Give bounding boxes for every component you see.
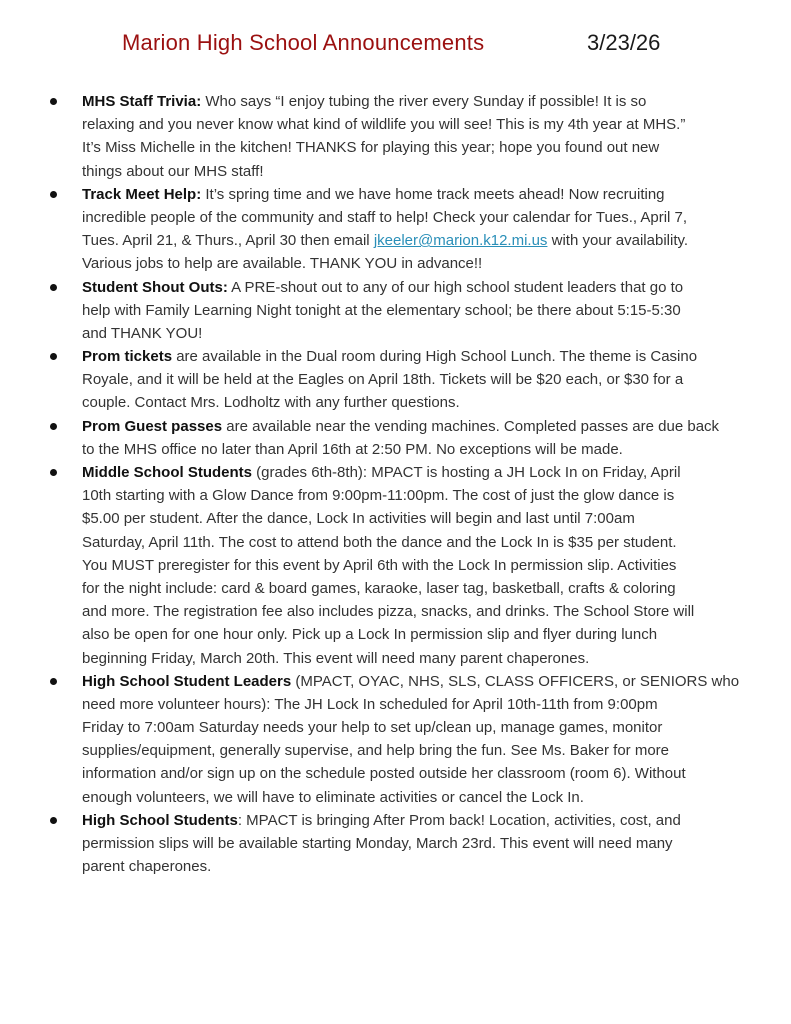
announcement-date: 3/23/26	[587, 30, 661, 55]
announcement-item	[0, 809, 791, 879]
announcement-line	[82, 670, 791, 693]
announcement-text: parent chaperones.	[82, 858, 212, 876]
announcement-text: couple. Contact Mrs. Lodholtz with any further questions.	[82, 394, 460, 412]
announcement-heading: MHS Staff Trivia:	[82, 93, 202, 110]
announcement-line	[82, 252, 791, 275]
page-title: Marion High School Announcements	[122, 30, 485, 55]
announcement-heading: Middle School Students	[82, 464, 253, 481]
announcement-item	[0, 276, 791, 346]
announcement-line	[82, 391, 791, 414]
announcement-text: relaxing and you never know what kind of wildlife you will see! This is my 4th year at MHS.”	[82, 116, 686, 134]
announcement-text: are available near the vending machines. Completed passes are due back	[222, 417, 720, 435]
bullet-icon	[50, 191, 57, 198]
announcement-line	[82, 438, 791, 461]
announcement-text: Various jobs to help are available. THANK YOU in advance!!	[82, 255, 483, 273]
announcement-line	[82, 832, 791, 855]
announcement-text: beginning Friday, March 20th. This event will need many parent chaperones.	[82, 649, 590, 667]
announcement-text: Who says “I enjoy tubing the river every Sunday if possible! It is so	[201, 93, 647, 110]
announcement-line	[82, 322, 791, 345]
announcement-item	[0, 345, 791, 415]
announcement-line	[82, 276, 791, 299]
announcement-line	[82, 415, 791, 438]
announcement-heading: Student Shout Outs:	[82, 278, 228, 296]
announcement-line	[82, 554, 791, 577]
announcement-line	[82, 531, 791, 554]
announcement-text: things about our MHS staff!	[82, 162, 264, 180]
announcement-text: (grades 6th-8th): MPACT is hosting a JH Lock In on Friday, April	[252, 464, 681, 481]
announcement-text: $5.00 per student. After the dance, Lock In activities will begin and last until 7:00am	[82, 510, 635, 528]
announcement-line	[82, 762, 791, 785]
email-link[interactable]: jkeeler@marion.k12.mi.us	[373, 232, 548, 250]
announcement-list	[0, 90, 791, 878]
announcement-item	[0, 415, 791, 461]
announcement-heading: Track Meet Help:	[82, 185, 202, 203]
announcement-line	[82, 647, 791, 670]
announcement-line	[82, 90, 791, 113]
announcement-line	[82, 855, 791, 878]
announcement-item	[0, 461, 791, 670]
announcement-text: with your availability.	[547, 232, 689, 250]
announcement-line	[82, 809, 791, 832]
announcement-text: help with Family Learning Night tonight at the elementary school; be there about 5:15-5:30	[82, 301, 681, 319]
bullet-icon	[50, 423, 57, 430]
announcement-text: incredible people of the community and staff to help! Check your calendar for Tues., April 7,	[82, 208, 688, 226]
announcement-line	[82, 693, 791, 716]
announcement-text: 10th starting with a Glow Dance from 9:00pm-11:00pm. The cost of just the glow dance is	[82, 487, 675, 505]
announcement-line	[82, 368, 791, 391]
announcement-text: enough volunteers, we will have to eliminate activities or cancel the Lock In.	[82, 788, 584, 806]
announcement-text: Royale, and it will be held at the Eagles on April 18th. Tickets will be $20 each, or $30 for a	[82, 371, 684, 389]
announcement-text: and THANK YOU!	[82, 324, 203, 342]
announcement-heading: High School Students	[82, 811, 238, 829]
bullet-icon	[50, 817, 57, 824]
announcement-text: also be open for one hour only. Pick up a Lock In permission slip and flyer during lunch	[82, 626, 658, 644]
announcement-item	[0, 670, 791, 809]
announcement-line	[82, 461, 791, 484]
announcement-item	[0, 90, 791, 183]
announcement-line	[82, 716, 791, 739]
announcement-line	[82, 577, 791, 600]
announcement-line	[82, 206, 791, 229]
announcement-line	[82, 786, 791, 809]
document-header	[0, 30, 791, 62]
announcement-text: need more volunteer hours): The JH Lock In scheduled for April 10th-11th from 9:00pm	[82, 695, 658, 713]
announcement-line	[82, 113, 791, 136]
announcement-text: It’s spring time and we have home track meets ahead! Now recruiting	[201, 185, 665, 203]
announcement-text: Friday to 7:00am Saturday needs your help to set up/clean up, manage games, monitor	[82, 719, 663, 737]
announcement-line	[82, 229, 791, 252]
announcement-line	[82, 739, 791, 762]
announcement-line	[82, 345, 791, 368]
announcement-text: permission slips will be available starting Monday, March 23rd. This event will need many	[82, 835, 673, 852]
announcement-line	[82, 507, 791, 530]
announcement-line	[82, 623, 791, 646]
announcement-line	[82, 484, 791, 507]
announcement-text: A PRE-shout out to any of our high school student leaders that go to	[227, 278, 684, 296]
announcement-heading: Prom tickets	[82, 348, 173, 366]
announcement-line	[82, 600, 791, 623]
announcement-text: for the night include: card & board games, karaoke, laser tag, basketball, crafts & coloring	[82, 579, 676, 597]
announcement-text: It’s Miss Michelle in the kitchen! THANKS for playing this year; hope you found out new	[82, 139, 660, 157]
bullet-icon	[50, 353, 57, 360]
announcement-text: supplies/equipment, generally supervise, and help bring the fun. See Ms. Baker for more	[82, 742, 669, 760]
announcement-heading: Prom Guest passes	[82, 417, 223, 435]
announcement-text: and more. The registration fee also includes pizza, snacks, and drinks. The School Store will	[82, 603, 695, 621]
bullet-icon	[50, 678, 57, 685]
announcement-text: : MPACT is bringing After Prom back! Location, activities, cost, and	[237, 811, 681, 829]
announcement-line	[82, 299, 791, 322]
announcement-text: (MPACT, OYAC, NHS, SLS, CLASS OFFICERS, or SENIORS who	[291, 672, 740, 690]
announcement-item	[0, 183, 791, 276]
announcement-text: information and/or sign up on the schedule posted outside her classroom (room 6). Without	[82, 765, 686, 783]
announcement-line	[82, 183, 791, 206]
announcement-line	[82, 160, 791, 183]
announcement-text: You MUST preregister for this event by April 6th with the Lock In permission slip. Activities	[82, 556, 677, 574]
bullet-icon	[50, 98, 57, 105]
announcement-line	[82, 136, 791, 159]
announcement-text: Saturday, April 11th. The cost to attend both the dance and the Lock In is $35 per student.	[82, 533, 677, 551]
announcement-text: are available in the Dual room during High School Lunch. The theme is Casino	[172, 348, 698, 366]
announcement-heading: High School Student Leaders	[82, 672, 292, 690]
bullet-icon	[50, 284, 57, 291]
bullet-icon	[50, 469, 57, 476]
announcement-text: Tues. April 21, & Thurs., April 30 then email	[82, 232, 374, 250]
announcement-text: to the MHS office no later than April 16th at 2:50 PM. No exceptions will be made.	[82, 440, 623, 458]
